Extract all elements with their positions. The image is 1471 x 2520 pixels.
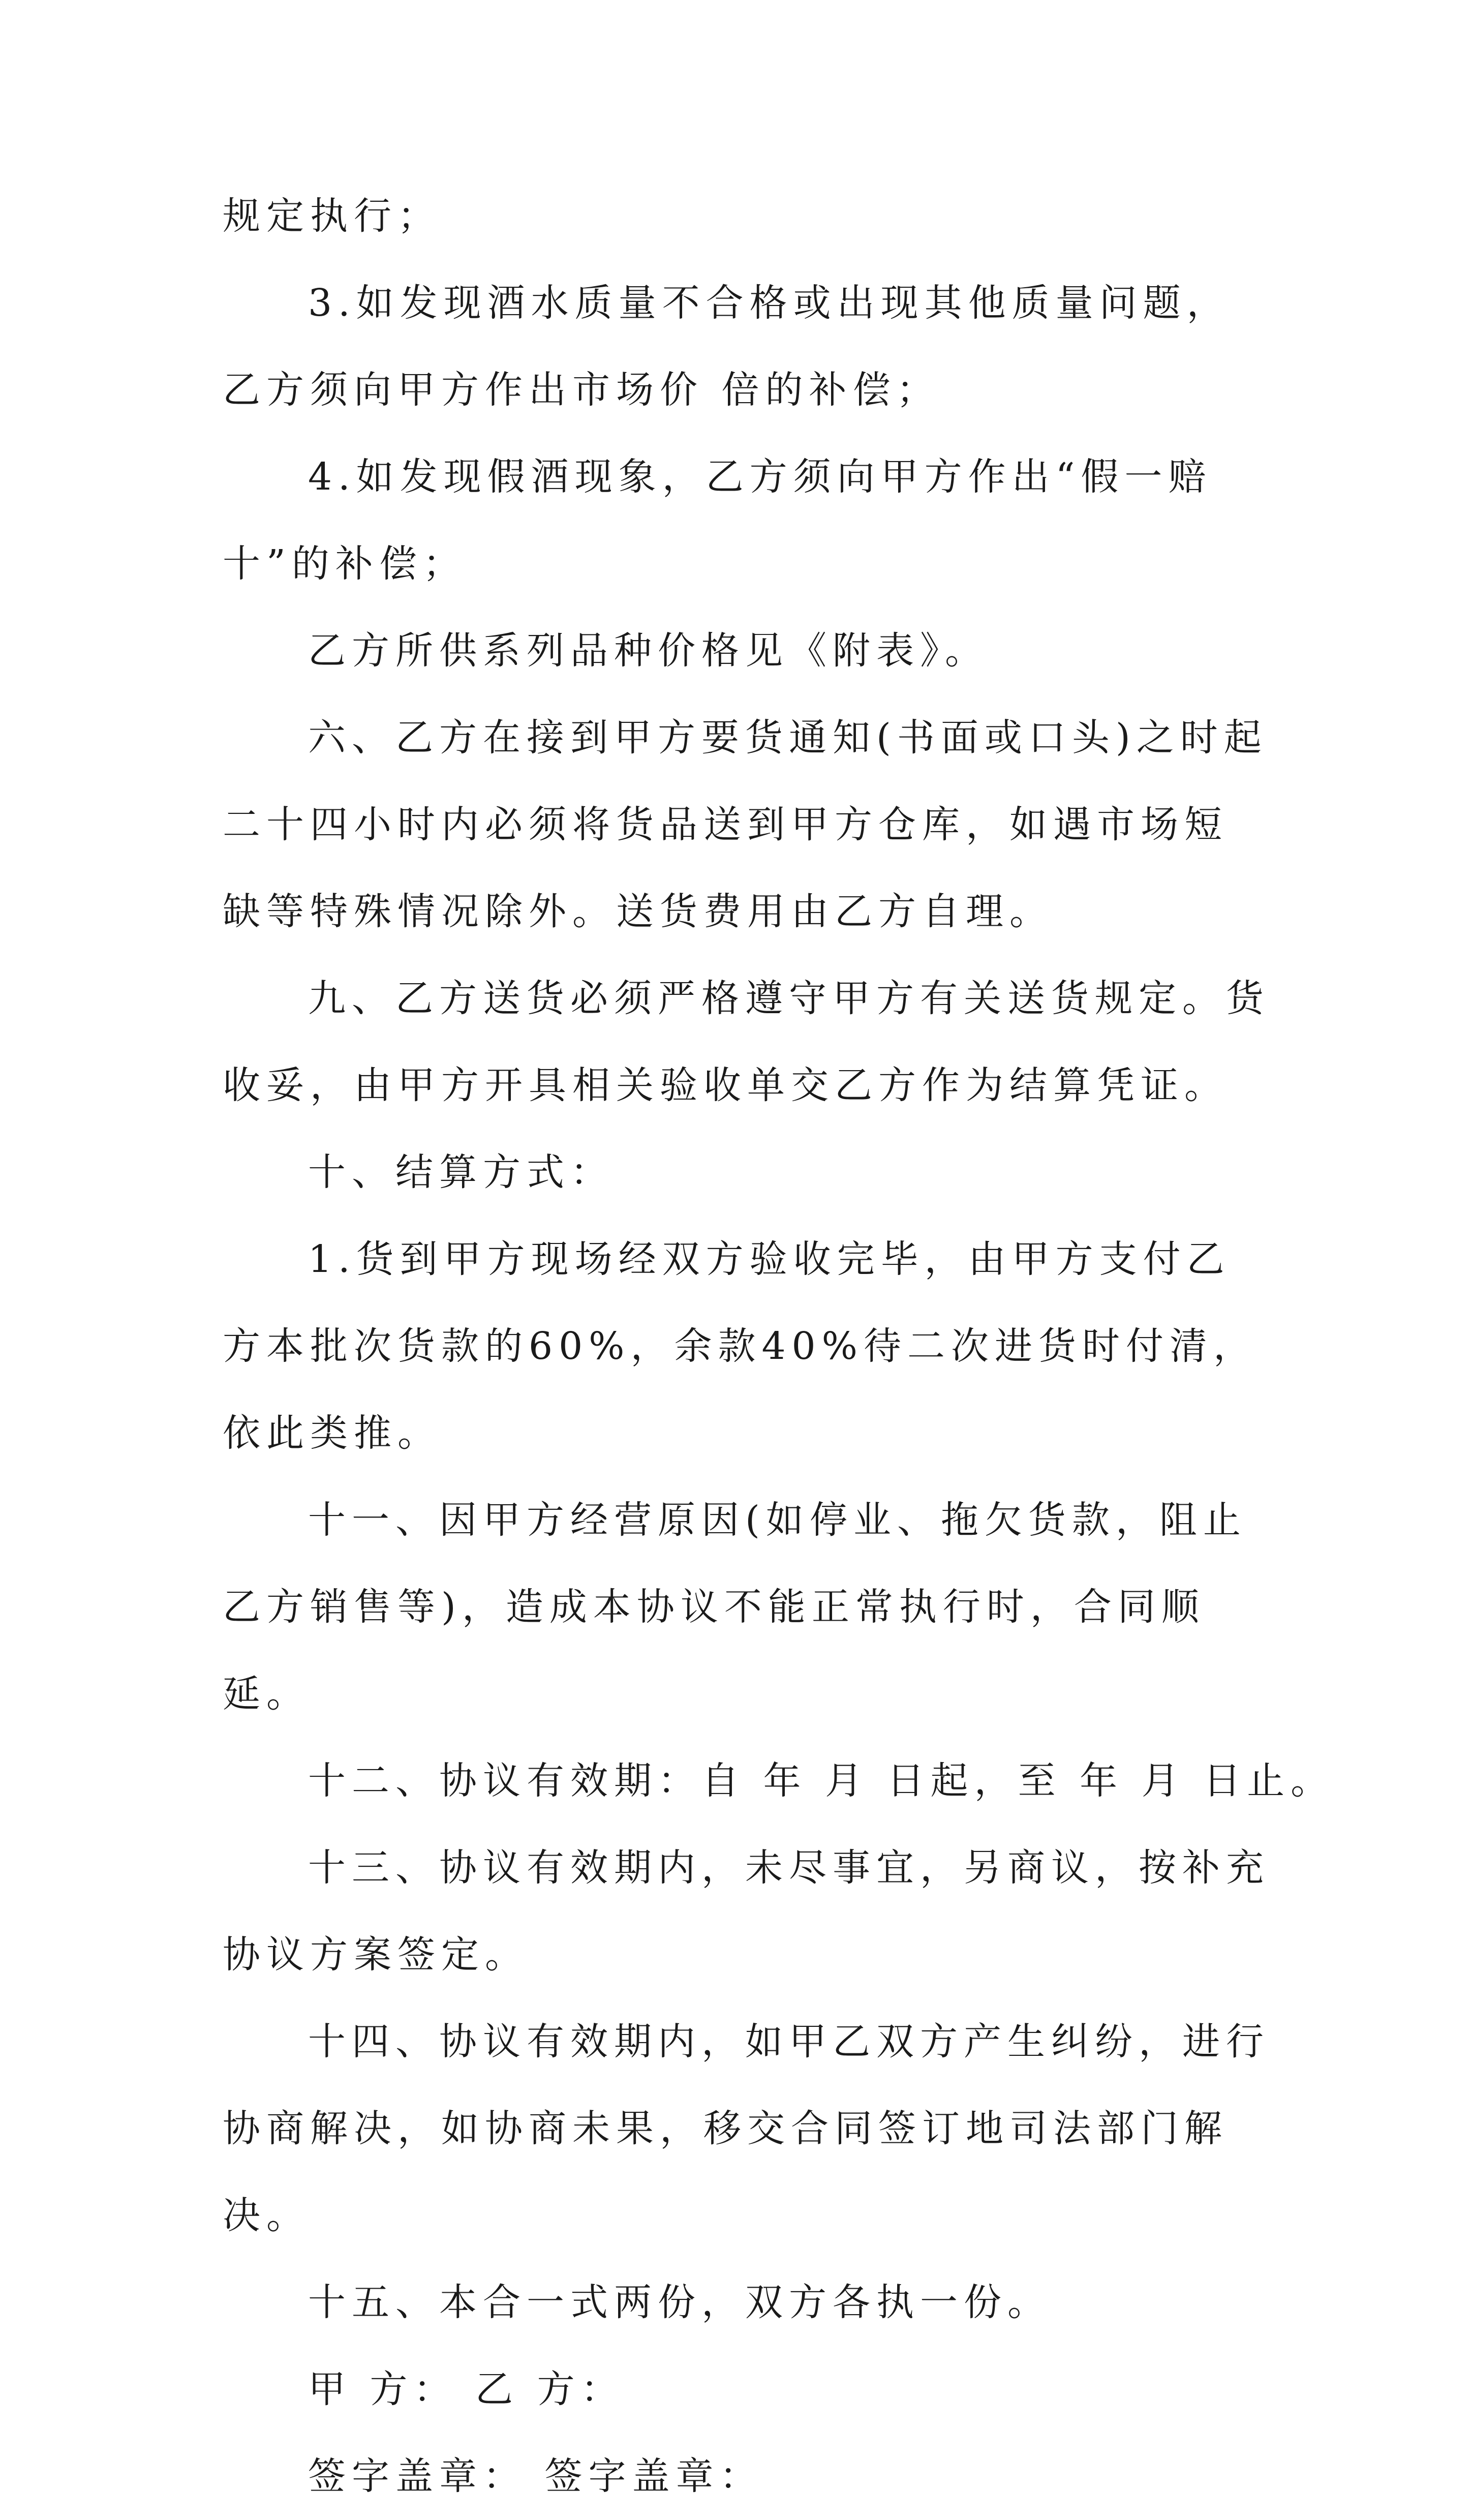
paragraph-quality-compensation: 3.如发现酒水质量不合格或出现其他质量问题，乙方须向甲方作出市场价 倍的补偿； — [223, 281, 1231, 412]
paragraph-operation-delay: 十一、因甲方经营原因(如停业、拖欠货款，阻止乙方销售等)，造成本协议不能正常执行时，合同顺延。 — [223, 1498, 1247, 1716]
paragraph-price-list: 乙方所供系列品种价格见《附表》。 — [308, 629, 989, 673]
paragraph-fake-liquor: 4.如发现假酒现象，乙方须向甲方作出“假一赔十”的补偿； — [223, 455, 1212, 586]
paragraph-delivery-rules: 九、乙方送货必须严格遵守甲方有关送货规定。货收妥，由甲方开具相关验收单交乙方作为结算凭证。 — [223, 977, 1270, 1107]
paragraph-validity-period: 十二、协议有效期：自 年 月 日起，至 年 月 日止。 — [308, 1759, 1335, 1803]
paragraph-parties: 甲 方： 乙 方： — [308, 2367, 625, 2411]
contract-body — [223, 173, 1335, 2520]
paragraph-execution-clause: 规定执行； — [223, 194, 441, 238]
paragraph-dispute-resolution: 十四、协议有效期内，如甲乙双方产生纠纷，进行协商解决，如协商未果，移交合同签订地司法部门解决。 — [223, 2020, 1270, 2237]
paragraph-delivery-notice: 六、乙方在接到甲方要货通知(书面或口头)之时起二十四小时内必须将货品送到甲方仓库，如遇市场短缺等特殊情况除外。送货费用由乙方自理。 — [223, 716, 1268, 933]
paragraph-copies: 十五、本合一式两份，双方各执一份。 — [308, 2281, 1051, 2324]
paragraph-signatures: 签字盖章： 签字盖章： — [308, 2454, 763, 2498]
paragraph-settlement-heading: 十、结算方式： — [308, 1150, 614, 1194]
paragraph-settlement-terms: 1.货到甲方现场经双方验收完毕，由甲方支付乙方本批次货款的60%，余款40%待二次进货时付清，依此类推。 — [223, 1237, 1257, 1455]
paragraph-supplementary: 十三、协议有效期内，未尽事宜，另商议，按补充协议方案签定。 — [223, 1846, 1270, 1977]
